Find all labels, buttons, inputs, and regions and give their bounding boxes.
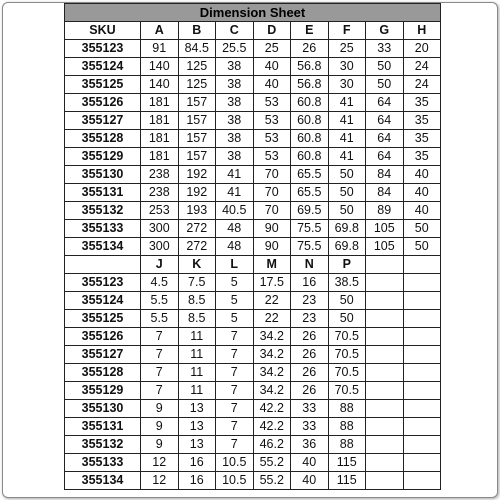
table-row [65, 148, 441, 166]
dimension-cell: 60.8 [291, 112, 329, 130]
table-row [65, 436, 441, 454]
dimension-cell: 5.5 [141, 292, 179, 310]
dimension-cell: 38.5 [328, 274, 366, 292]
column-header: P [328, 256, 366, 274]
dimension-cell: 48 [216, 220, 254, 238]
table-row [65, 112, 441, 130]
dimension-cell: 10.5 [216, 454, 254, 472]
dimension-cell: 16 [178, 454, 216, 472]
dimension-cell: 70 [253, 202, 291, 220]
dimension-cell: 50 [366, 76, 404, 94]
dimension-cell: 53 [253, 148, 291, 166]
dimension-cell [366, 382, 404, 400]
dimension-cell: 65.5 [291, 184, 329, 202]
dimension-cell: 12 [141, 472, 179, 490]
table-row [65, 310, 441, 328]
dimension-cell: 35 [403, 148, 441, 166]
dimension-cell: 9 [141, 436, 179, 454]
column-header: H [403, 22, 441, 40]
dimension-cell: 24 [403, 76, 441, 94]
dimension-cell: 7 [216, 364, 254, 382]
dimension-cell: 9 [141, 400, 179, 418]
dimension-cell: 41 [216, 184, 254, 202]
dimension-cell: 38 [216, 130, 254, 148]
sku-cell: 355128 [65, 364, 141, 382]
dimension-cell: 40.5 [216, 202, 254, 220]
sku-cell: 355133 [65, 454, 141, 472]
dimension-cell: 50 [366, 58, 404, 76]
dimension-cell: 70.5 [328, 328, 366, 346]
dimension-cell: 34.2 [253, 364, 291, 382]
table-row [65, 454, 441, 472]
sku-cell: 355130 [65, 166, 141, 184]
sku-cell: 355126 [65, 94, 141, 112]
table-row [65, 202, 441, 220]
dimension-cell: 48 [216, 238, 254, 256]
dimension-cell: 7 [216, 382, 254, 400]
dimension-cell: 300 [141, 220, 179, 238]
sheet-title: Dimension Sheet [65, 4, 441, 22]
sku-cell: 355132 [65, 202, 141, 220]
column-header: D [253, 22, 291, 40]
dimension-cell: 42.2 [253, 400, 291, 418]
dimension-cell: 25 [253, 40, 291, 58]
sku-cell: 355126 [65, 328, 141, 346]
dimension-cell [366, 472, 404, 490]
dimension-cell [366, 292, 404, 310]
dimension-cell [403, 400, 441, 418]
dimension-cell: 69.8 [328, 220, 366, 238]
dimension-cell: 157 [178, 148, 216, 166]
dimension-cell: 50 [328, 202, 366, 220]
dimension-cell: 16 [291, 274, 329, 292]
dimension-cell: 64 [366, 112, 404, 130]
dimension-cell: 7.5 [178, 274, 216, 292]
dimension-cell [366, 274, 404, 292]
dimension-cell: 11 [178, 346, 216, 364]
table1-header-row [65, 22, 441, 40]
table-row [65, 292, 441, 310]
dimension-cell: 26 [291, 328, 329, 346]
dimension-cell: 5 [216, 310, 254, 328]
column-header: C [216, 22, 254, 40]
table-row [65, 472, 441, 490]
dimension-cell: 38 [216, 112, 254, 130]
dimension-cell: 84.5 [178, 40, 216, 58]
dimension-cell: 50 [328, 184, 366, 202]
dimension-cell: 7 [216, 328, 254, 346]
dimension-cell [403, 472, 441, 490]
dimension-cell [366, 400, 404, 418]
dimension-cell: 46.2 [253, 436, 291, 454]
dimension-cell [403, 292, 441, 310]
dimension-cell: 23 [291, 292, 329, 310]
dimension-cell: 24 [403, 58, 441, 76]
sku-cell: 355134 [65, 472, 141, 490]
dimension-cell: 22 [253, 292, 291, 310]
dimension-cell: 5 [216, 292, 254, 310]
dimension-cell [403, 364, 441, 382]
dimension-cell: 9 [141, 418, 179, 436]
dimension-cell [403, 382, 441, 400]
dimension-cell: 10.5 [216, 472, 254, 490]
dimension-cell: 75.5 [291, 238, 329, 256]
dimension-cell: 55.2 [253, 454, 291, 472]
dimension-cell: 35 [403, 112, 441, 130]
dimension-cell: 38 [216, 148, 254, 166]
column-header: J [141, 256, 179, 274]
dimension-cell: 7 [216, 346, 254, 364]
dimension-cell: 125 [178, 76, 216, 94]
dimension-cell: 36 [291, 436, 329, 454]
dimension-cell: 69.5 [291, 202, 329, 220]
dimension-cell: 41 [328, 94, 366, 112]
dimension-cell: 105 [366, 220, 404, 238]
table-row [65, 328, 441, 346]
dimension-cell: 89 [366, 202, 404, 220]
dimension-cell: 56.8 [291, 58, 329, 76]
dimension-cell: 125 [178, 58, 216, 76]
dimension-cell: 50 [328, 292, 366, 310]
table-row [65, 418, 441, 436]
dimension-cell: 140 [141, 58, 179, 76]
dimension-cell: 13 [178, 418, 216, 436]
column-header [366, 256, 404, 274]
dimension-cell: 30 [328, 76, 366, 94]
sku-cell: 355132 [65, 436, 141, 454]
dimension-cell: 26 [291, 382, 329, 400]
dimension-cell: 181 [141, 112, 179, 130]
dimension-cell: 33 [291, 400, 329, 418]
column-header [65, 256, 141, 274]
sku-cell: 355129 [65, 148, 141, 166]
dimension-cell: 34.2 [253, 328, 291, 346]
dimension-cell: 16 [178, 472, 216, 490]
sku-cell: 355131 [65, 418, 141, 436]
dimension-cell: 13 [178, 400, 216, 418]
dimension-cell: 5 [216, 274, 254, 292]
dimension-cell: 90 [253, 220, 291, 238]
table-row [65, 166, 441, 184]
dimension-cell: 75.5 [291, 220, 329, 238]
dimension-cell: 65.5 [291, 166, 329, 184]
column-header: G [366, 22, 404, 40]
dimension-cell: 8.5 [178, 310, 216, 328]
dimension-cell: 60.8 [291, 148, 329, 166]
dimension-cell: 11 [178, 328, 216, 346]
dimension-cell: 8.5 [178, 292, 216, 310]
dimension-cell: 41 [328, 130, 366, 148]
sku-cell: 355125 [65, 310, 141, 328]
dimension-cell: 90 [253, 238, 291, 256]
dimension-cell: 20 [403, 40, 441, 58]
column-header: A [141, 22, 179, 40]
dimension-cell: 70 [253, 166, 291, 184]
dimension-cell: 41 [216, 166, 254, 184]
dimension-cell: 157 [178, 94, 216, 112]
dimension-cell [403, 328, 441, 346]
dimension-cell: 40 [291, 454, 329, 472]
dimension-cell: 41 [328, 148, 366, 166]
dimension-cell: 64 [366, 94, 404, 112]
sku-cell: 355127 [65, 112, 141, 130]
dimension-cell [366, 328, 404, 346]
dimension-cell: 88 [328, 418, 366, 436]
dimension-cell [366, 346, 404, 364]
dimension-cell: 26 [291, 346, 329, 364]
dimension-cell: 272 [178, 238, 216, 256]
dimension-cell: 23 [291, 310, 329, 328]
dimension-cell [403, 274, 441, 292]
dimension-cell: 64 [366, 130, 404, 148]
table-row [65, 274, 441, 292]
dimension-cell: 38 [216, 76, 254, 94]
dimension-cell: 40 [253, 76, 291, 94]
dimension-cell: 30 [328, 58, 366, 76]
dimension-cell [366, 454, 404, 472]
dimension-cell: 192 [178, 184, 216, 202]
sku-cell: 355130 [65, 400, 141, 418]
table-row [65, 364, 441, 382]
dimension-cell: 272 [178, 220, 216, 238]
sku-cell: 355123 [65, 274, 141, 292]
dimension-cell: 7 [141, 328, 179, 346]
dimension-cell: 64 [366, 148, 404, 166]
dimension-cell [403, 418, 441, 436]
dimension-cell [366, 418, 404, 436]
dimension-cell [403, 346, 441, 364]
dimension-cell: 13 [178, 436, 216, 454]
column-header: E [291, 22, 329, 40]
table-row [65, 220, 441, 238]
dimension-cell: 50 [403, 238, 441, 256]
dimension-cell: 7 [216, 418, 254, 436]
dimension-cell: 4.5 [141, 274, 179, 292]
dimension-cell [366, 436, 404, 454]
dimension-cell: 157 [178, 130, 216, 148]
table-row [65, 40, 441, 58]
table-row [65, 382, 441, 400]
dimension-cell: 192 [178, 166, 216, 184]
sku-cell: 355124 [65, 292, 141, 310]
dimension-cell: 238 [141, 166, 179, 184]
sku-cell: 355131 [65, 184, 141, 202]
dimension-cell: 84 [366, 166, 404, 184]
dimension-cell: 7 [141, 382, 179, 400]
dimension-cell: 42.2 [253, 418, 291, 436]
table-row [65, 58, 441, 76]
column-header: K [178, 256, 216, 274]
column-header: M [253, 256, 291, 274]
dimension-cell [403, 310, 441, 328]
table-row [65, 400, 441, 418]
dimension-cell: 7 [216, 400, 254, 418]
dimension-cell: 34.2 [253, 382, 291, 400]
dimension-cell: 70.5 [328, 346, 366, 364]
table-row [65, 238, 441, 256]
dimension-cell: 22 [253, 310, 291, 328]
table-row [65, 346, 441, 364]
dimension-cell: 50 [403, 220, 441, 238]
column-header: SKU [65, 22, 141, 40]
dimension-cell [403, 436, 441, 454]
dimension-cell: 40 [403, 202, 441, 220]
dimension-cell: 69.8 [328, 238, 366, 256]
dimension-sheet-table [64, 3, 441, 490]
dimension-cell: 35 [403, 94, 441, 112]
dimension-cell: 40 [403, 166, 441, 184]
dimension-cell: 53 [253, 94, 291, 112]
dimension-cell: 55.2 [253, 472, 291, 490]
dimension-cell: 181 [141, 148, 179, 166]
table-row [65, 184, 441, 202]
dimension-cell: 7 [216, 436, 254, 454]
dimension-cell: 70.5 [328, 364, 366, 382]
dimension-cell: 11 [178, 364, 216, 382]
dimension-cell: 17.5 [253, 274, 291, 292]
dimension-cell: 181 [141, 130, 179, 148]
dimension-cell: 140 [141, 76, 179, 94]
dimension-cell: 26 [291, 364, 329, 382]
dimension-cell: 5.5 [141, 310, 179, 328]
column-header: F [328, 22, 366, 40]
sku-cell: 355123 [65, 40, 141, 58]
dimension-cell: 88 [328, 400, 366, 418]
table-row [65, 76, 441, 94]
dimension-cell: 7 [141, 364, 179, 382]
dimension-cell [366, 364, 404, 382]
dimension-cell: 181 [141, 94, 179, 112]
dimension-cell: 60.8 [291, 130, 329, 148]
sku-cell: 355127 [65, 346, 141, 364]
dimension-cell: 12 [141, 454, 179, 472]
table-row [65, 94, 441, 112]
dimension-cell: 40 [253, 58, 291, 76]
dimension-cell: 105 [366, 238, 404, 256]
dimension-cell: 60.8 [291, 94, 329, 112]
dimension-cell: 35 [403, 130, 441, 148]
dimension-cell: 38 [216, 58, 254, 76]
dimension-cell: 157 [178, 112, 216, 130]
table-row [65, 130, 441, 148]
sku-cell: 355133 [65, 220, 141, 238]
dimension-cell: 50 [328, 310, 366, 328]
column-header [403, 256, 441, 274]
sku-cell: 355129 [65, 382, 141, 400]
dimension-cell: 56.8 [291, 76, 329, 94]
column-header: N [291, 256, 329, 274]
dimension-cell: 300 [141, 238, 179, 256]
dimension-cell: 25.5 [216, 40, 254, 58]
dimension-cell: 88 [328, 436, 366, 454]
dimension-cell: 115 [328, 472, 366, 490]
dimension-cell: 70 [253, 184, 291, 202]
column-header: L [216, 256, 254, 274]
dimension-cell: 11 [178, 382, 216, 400]
sku-cell: 355134 [65, 238, 141, 256]
dimension-cell: 38 [216, 94, 254, 112]
dimension-cell: 70.5 [328, 382, 366, 400]
dimension-cell: 26 [291, 40, 329, 58]
dimension-cell: 115 [328, 454, 366, 472]
dimension-cell: 53 [253, 112, 291, 130]
table2-header-row [65, 256, 441, 274]
dimension-cell: 40 [291, 472, 329, 490]
dimension-cell: 50 [328, 166, 366, 184]
sku-cell: 355125 [65, 76, 141, 94]
dimension-cell [366, 310, 404, 328]
dimension-cell: 40 [403, 184, 441, 202]
dimension-cell: 91 [141, 40, 179, 58]
dimension-cell: 25 [328, 40, 366, 58]
title-row [65, 4, 441, 22]
dimension-cell: 84 [366, 184, 404, 202]
dimension-cell: 34.2 [253, 346, 291, 364]
dimension-cell: 7 [141, 346, 179, 364]
sku-cell: 355128 [65, 130, 141, 148]
dimension-cell: 253 [141, 202, 179, 220]
dimension-cell: 193 [178, 202, 216, 220]
column-header: B [178, 22, 216, 40]
dimension-cell: 33 [366, 40, 404, 58]
sku-cell: 355124 [65, 58, 141, 76]
dimension-cell: 41 [328, 112, 366, 130]
dimension-cell: 33 [291, 418, 329, 436]
dimension-cell: 238 [141, 184, 179, 202]
dimension-cell [403, 454, 441, 472]
dimension-cell: 53 [253, 130, 291, 148]
